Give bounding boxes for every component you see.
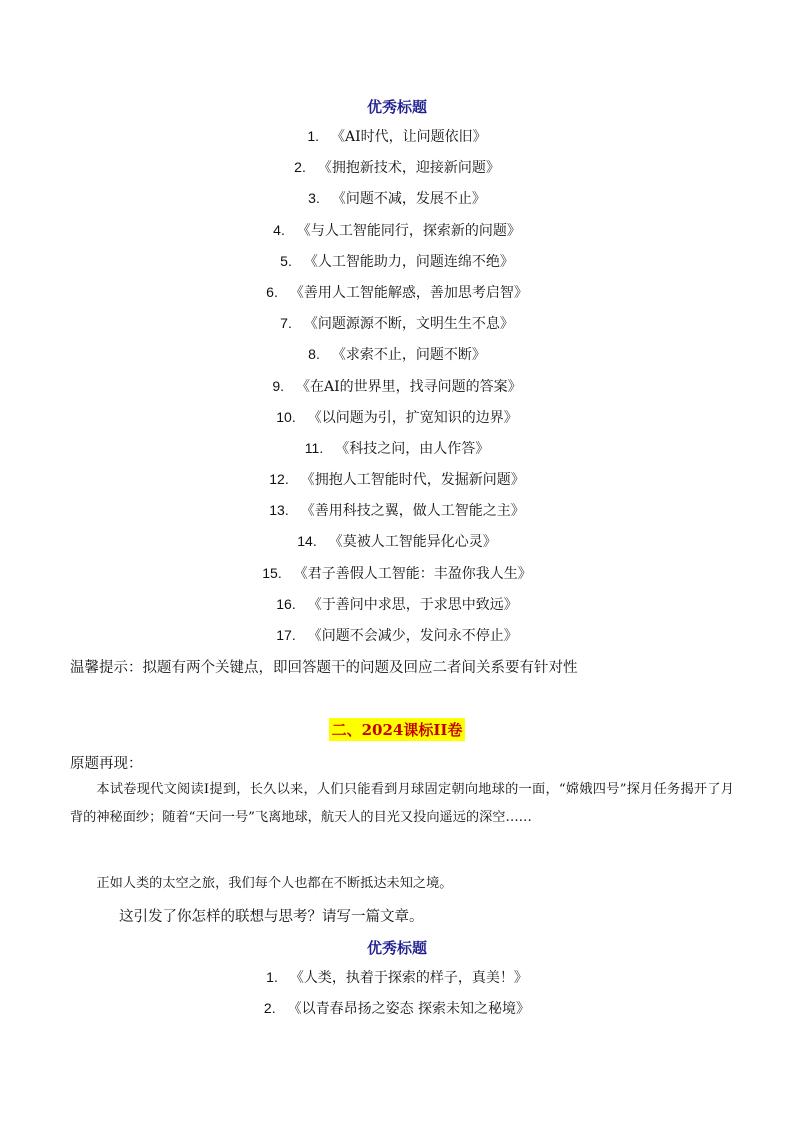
- list-item: 17. 《问题不会减少，发问永不停止》: [276, 627, 518, 644]
- list-item: 2. 《以青春昂扬之姿态 探索未知之秘境》: [263, 1000, 531, 1018]
- list-item: 11. 《科技之问，由人作答》: [304, 439, 490, 457]
- list-item: 8. 《求索不止，问题不断》: [308, 346, 486, 364]
- prompt-paragraph-2: 正如人类的太空之旅，我们每个人也都在不断抵达未知之境。: [96, 876, 453, 891]
- list-item: 13. 《善用科技之翼，做人工智能之主》: [269, 502, 525, 520]
- tip-text: 温馨提示：拟题有两个关键点，即回答题干的问题及回应二者间关系要有针对性: [70, 660, 578, 676]
- list-item: 16. 《于善问中求思，于求思中致远》: [276, 595, 518, 613]
- prompt-paragraph-1: 本试卷现代文阅读Ⅰ提到，长久以来，人们只能看到月球固定朝向地球的一面，“嫦娥四号”探月任务揭开了月背的神秘面纱；随着“天问一号”飞离地球，航天人的目光又投向遥远的深空……: [70, 782, 734, 825]
- list-item: 6. 《善用人工智能解惑，善加思考启智》: [266, 283, 528, 301]
- prompt-question: 这引发了你怎样的联想与思考？请写一篇文章。: [119, 909, 424, 925]
- excellent-titles-heading: 优秀标题: [366, 98, 427, 116]
- list-item: 5. 《人工智能助力，问题连绵不绝》: [280, 252, 514, 270]
- original-label: 原题再现：: [70, 756, 143, 772]
- list-item: 4. 《与人工智能同行，探索新的问题》: [273, 221, 521, 239]
- title-list-2: [0, 962, 794, 1024]
- list-item: 7. 《问题源源不断，文明生生不息》: [280, 315, 514, 333]
- list-item: 1. 《人类，执着于探索的样子，真美！》: [266, 969, 528, 986]
- list-item: 14. 《莫被人工智能异化心灵》: [297, 533, 497, 551]
- list-item: 15. 《君子善假人工智能：丰盈你我人生》: [262, 564, 532, 582]
- title-list-1: [0, 121, 794, 651]
- list-item: 12. 《拥抱人工智能时代，发掘新问题》: [269, 471, 525, 489]
- section-heading-label: 二、2024课标II卷: [329, 718, 466, 741]
- list-item: 2. 《拥抱新技术，迎接新问题》: [294, 159, 500, 177]
- list-item: 10. 《以问题为引，扩宽知识的边界》: [276, 408, 518, 426]
- list-item: 3. 《问题不减，发展不止》: [308, 190, 486, 208]
- section-heading: [0, 718, 794, 741]
- list-item: 1. 《AI时代，让问题依旧》: [307, 128, 487, 145]
- list-item: 9. 《在AI的世界里，找寻问题的答案》: [272, 377, 522, 395]
- excellent-titles-heading-2: 优秀标题: [366, 939, 427, 957]
